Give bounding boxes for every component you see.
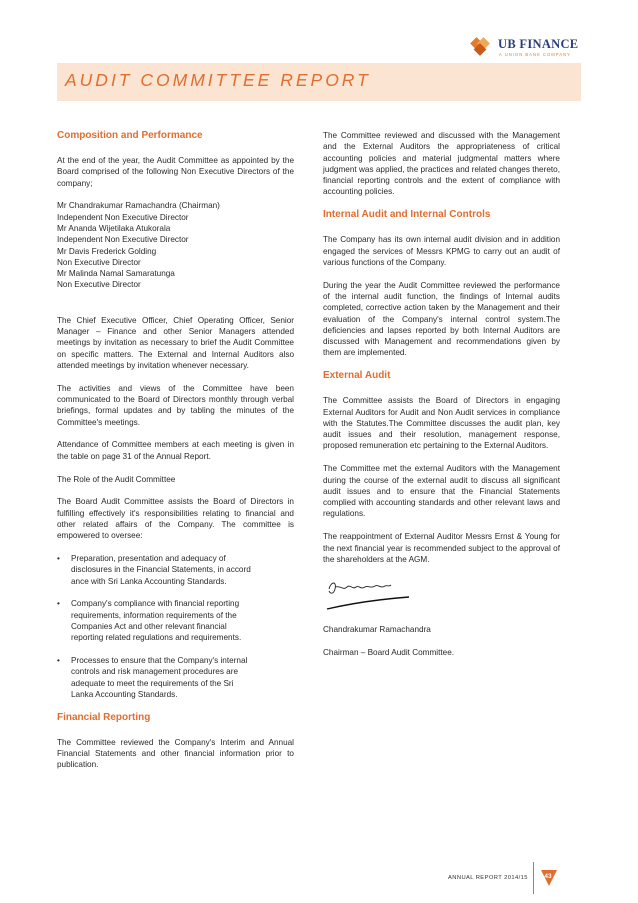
brand-name: UB FINANCE	[498, 37, 579, 51]
page-title: AUDIT COMMITTEE REPORT	[65, 70, 371, 90]
footer-label: ANNUAL REPORT 2014/15	[448, 875, 528, 881]
paragraph-intro: At the end of the year, the Audit Committee as appointed by the Board comprised of the following Non Executive Directors of the company;	[57, 156, 294, 188]
paragraph-role: The Board Audit Committee assists the Board of Directors in fulfilling effectively it's responsibilities relating to financial and other related affairs of the Company. The committee is empowered to oversee:	[57, 497, 294, 541]
paragraph-attendees: The Chief Executive Officer, Chief Operating Officer, Senior Manager – Finance and other Senior Managers attended meetings by invitation as necessary to brief the Audit Committee on specific matters. The External and Internal Auditors also attended meetings by invitation whenever necessary.	[57, 315, 294, 370]
page-number: 43	[544, 873, 552, 880]
signatory-name: Chandrakumar Ramachandra	[323, 624, 431, 634]
paragraph-financial: The Committee reviewed the Company's Interim and Annual Financial Statements and other financial information prior to publication.	[57, 737, 294, 770]
ub-finance-logo	[470, 36, 620, 62]
left-column	[57, 130, 294, 782]
list-item: • Preparation, presentation and adequacy of disclosures in the Financial Statements, in accord ance with Sri Lanka Accounting Standards.	[57, 554, 251, 586]
heading-composition: Composition and Performance	[57, 130, 203, 141]
footer-divider	[533, 862, 534, 894]
bullet-icon: •	[57, 656, 60, 666]
right-column	[323, 130, 560, 669]
paragraph-external-1: The Committee assists the Board of Directors in engaging External Auditors for Audit and Non Audit services in compliance with the Statutes.The Committee discusses the audit plan, key audit issues and their resolution, management response, proposed remuneration etc pertaining to the External Auditors.	[323, 396, 560, 451]
paragraph-review: The Committee reviewed and discussed with the Management and the External Auditors the appropriateness of critical accounting policies and material judgmental matters where judgment was applied, the practices and related changes thereto, financial reporting controls and the extent of compliance with accounting policies.	[323, 131, 560, 197]
bullet-icon: •	[57, 599, 60, 609]
logo-emblem-icon	[470, 36, 496, 58]
heading-external-audit: External Audit	[323, 370, 391, 382]
paragraph-attendance: Attendance of Committee members at each meeting is given in the table on page 31 of the Annual Report.	[57, 440, 294, 461]
list-item: • Processes to ensure that the Company's internal controls and risk management procedures are adequate to meet the requirements of the Sri Lanka Accounting Standards.	[57, 656, 248, 699]
paragraph-external-2: The Committee met the external Auditors with the Management during the course of the external audit to discuss all significant audit issues and to ensure that the Financial Statements complied with accounting standards and other relevant laws and regulations.	[323, 464, 560, 519]
signature-icon	[323, 577, 413, 611]
heading-financial-reporting: Financial Reporting	[57, 711, 151, 723]
paragraph-internal-2: During the year the Audit Committee reviewed the performance of the internal audit function, the findings of Internal audits completed, corrective action taken by the Management and their evaluation of the Company's internal control system.The deficiencies and lapses reported by both Internal Auditors are discussed with Management and recommendations given by them are implemented.	[323, 280, 560, 358]
brand-tagline: A UNION BANK COMPANY	[499, 52, 571, 57]
role-title: The Role of the Audit Committee	[57, 474, 176, 484]
paragraph-activities: The activities and views of the Committee have been communicated to the Board of Directors monthly through verbal briefings, formal updates and by tabling the minutes of the Committee's meetings.	[57, 383, 294, 427]
signatory-title: Chairman – Board Audit Committee.	[323, 647, 455, 657]
heading-internal-audit: Internal Audit and Internal Controls	[323, 209, 491, 221]
oversight-list	[57, 553, 294, 700]
paragraph-external-3: The reappointment of External Auditor Messrs Ernst & Young for the next financial year is recommended subject to the approval of the shareholders at the AGM.	[323, 532, 560, 564]
committee-members: Mr Chandrakumar Ramachandra (Chairman) Independent Non Executive Director Mr Ananda Wijetilaka Atukorala Independent Non Executive Director Mr Davis Frederick Golding Non Executive Director Mr Malinda Namal Samaratunga Non Executive Director	[57, 201, 220, 290]
list-item: • Company's compliance with financial reporting requirements, information requirements of the Companies Act and other relevant financial reporting related regulations and requirements.	[57, 599, 242, 643]
header-banner	[57, 63, 581, 101]
paragraph-internal-1: The Company has its own internal audit division and in addition engaged the services of Messrs KPMG to carry out an audit of various functions of the Company.	[323, 235, 560, 267]
bullet-icon: •	[57, 554, 60, 564]
